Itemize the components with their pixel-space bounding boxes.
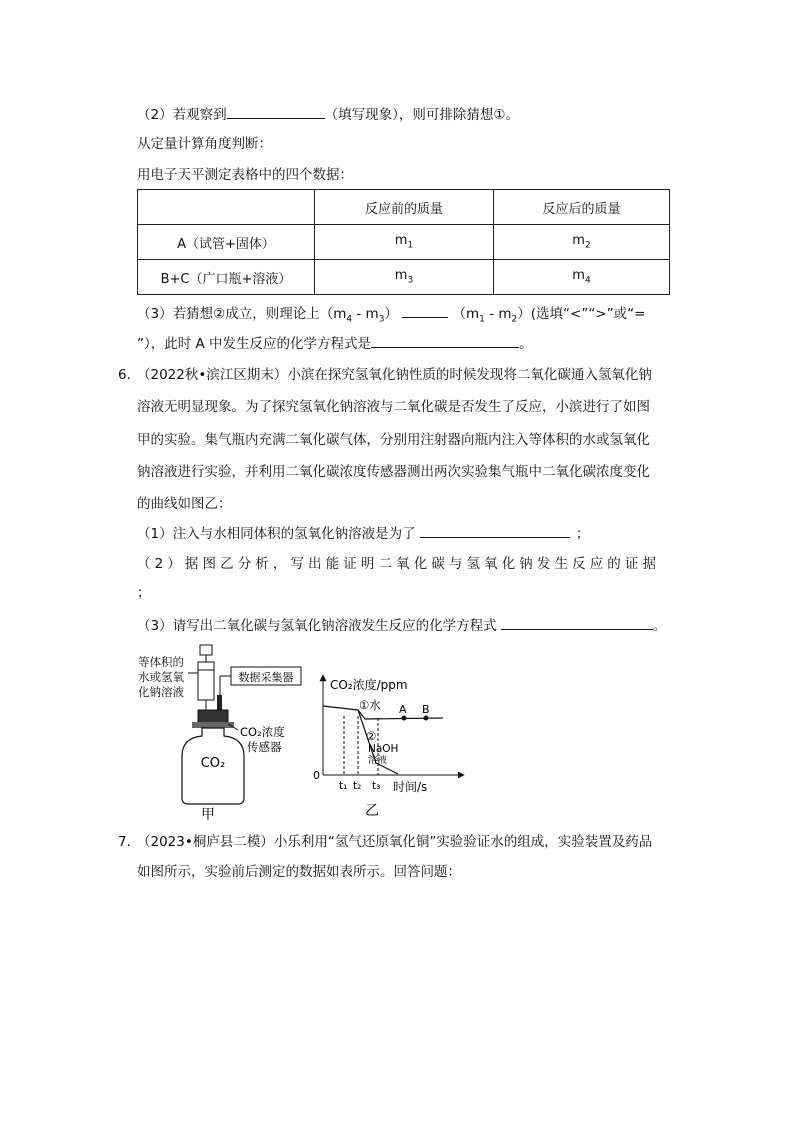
q7-number: 7． xyxy=(118,834,141,850)
answer-blank-purpose[interactable] xyxy=(420,523,570,538)
table-cell-after: $m_4$ xyxy=(494,260,670,295)
point-a-marker xyxy=(402,716,407,721)
table-header-cell: 反应前的质量 xyxy=(315,190,494,225)
q5-measure-text: 用电子天平测定表格中的四个数据： xyxy=(137,167,353,183)
svg-text:t₁: t₁ xyxy=(339,780,348,792)
q5-part2: （2）若观察到 （填写现象），则可排除猜想①。 xyxy=(137,104,519,124)
q7-text-line: 如图所示，实验前后测定的数据如表所示。回答问题： xyxy=(137,864,461,880)
svg-text:B: B xyxy=(422,703,430,716)
point-b-marker xyxy=(424,716,429,721)
table-header-cell xyxy=(138,190,315,225)
svg-text:甲: 甲 xyxy=(201,807,215,823)
q6-part3: （3）请写出二氧化碳与氢氧化钠溶液发生反应的化学方程式 。 xyxy=(137,615,666,635)
table-cell-before: $m_1$ xyxy=(315,225,494,260)
svg-text:0: 0 xyxy=(313,769,320,782)
mass-data-table xyxy=(137,189,670,295)
q6-text-line: 溶液无明显现象。为了探究氢氧化钠溶液与二氧化碳是否发生了反应，小滨进行了如图 xyxy=(137,399,650,415)
q5-quant-heading: 从定量计算角度判断： xyxy=(137,136,272,152)
q6-part2-end: ； xyxy=(137,585,151,601)
q6-text-line: （2022秋•滨江区期末）小滨在探究氢氧化钠性质的时候发现将二氧化碳通入氢氧化钠 xyxy=(137,367,652,383)
svg-text:溶液: 溶液 xyxy=(368,755,388,766)
table-cell-label: B+C（广口瓶+溶液） xyxy=(138,260,315,295)
svg-text:时间/s: 时间/s xyxy=(393,780,428,794)
svg-text:②: ② xyxy=(366,729,377,743)
q7-text-line: （2023•桐庐县二模）小乐利用“氢气还原氧化铜”实验验证水的组成，实验装置及药品 xyxy=(137,834,653,850)
table-cell-label: A（试管+固体） xyxy=(138,225,315,260)
q6-text-line: 的曲线如图乙： xyxy=(137,496,232,512)
svg-text:A: A xyxy=(399,703,407,716)
svg-text:数据采集器: 数据采集器 xyxy=(238,671,294,684)
q6-text-line: 甲的实验。集气瓶内充满二氧化碳气体，分别用注射器向瓶内注入等体积的水或氢氧化 xyxy=(137,432,650,448)
svg-text:t₃: t₃ xyxy=(372,780,381,792)
answer-blank-equation-a[interactable] xyxy=(371,333,519,348)
svg-text:乙: 乙 xyxy=(365,803,379,819)
svg-text:传感器: 传感器 xyxy=(247,740,282,754)
q5-part3-line2: ”），此时 A 中发生反应的化学方程式是 。 xyxy=(137,333,533,353)
q6-part1: （1）注入与水相同体积的氢氧化钠溶液是为了 ； xyxy=(137,523,589,543)
table-row xyxy=(138,260,670,295)
svg-text:t₂: t₂ xyxy=(353,780,362,792)
svg-text:①水: ①水 xyxy=(359,698,381,712)
table-cell-after: $m_2$ xyxy=(494,225,670,260)
answer-blank-observation[interactable] xyxy=(227,104,325,119)
svg-text:CO₂浓度/ppm: CO₂浓度/ppm xyxy=(330,678,408,692)
figure-yi-co2-graph xyxy=(308,670,488,822)
table-header-cell: 反应后的质量 xyxy=(494,190,670,225)
q5-part3-line1: （3）若猜想②成立，则理论上$(m_4 - m_3)$ $(m_1 - m_2)$(选填“<”“>”或“= xyxy=(137,303,645,329)
svg-text:CO₂: CO₂ xyxy=(200,756,226,771)
q6-number: 6． xyxy=(118,367,141,383)
syringe-icon xyxy=(198,645,214,710)
q6-text-line: 钠溶液进行实验，并利用二氧化碳浓度传感器测出两次实验集气瓶中二氧化碳浓度变化 xyxy=(137,464,650,480)
answer-blank-compare[interactable] xyxy=(402,303,448,318)
answer-blank-equation-b[interactable] xyxy=(501,615,653,630)
table-header-row xyxy=(138,190,670,225)
table-row xyxy=(138,225,670,260)
svg-text:NaOH: NaOH xyxy=(368,743,399,755)
q6-part2: （2）据图乙分析，写出能证明二氧化碳与氢氧化钠发生反应的证据 xyxy=(137,556,661,572)
table-cell-before: $m_3$ xyxy=(315,260,494,295)
syringe-label: 等体积的 水或氢氧 化钠溶液 xyxy=(138,655,184,699)
svg-text:CO₂浓度: CO₂浓度 xyxy=(240,725,285,739)
